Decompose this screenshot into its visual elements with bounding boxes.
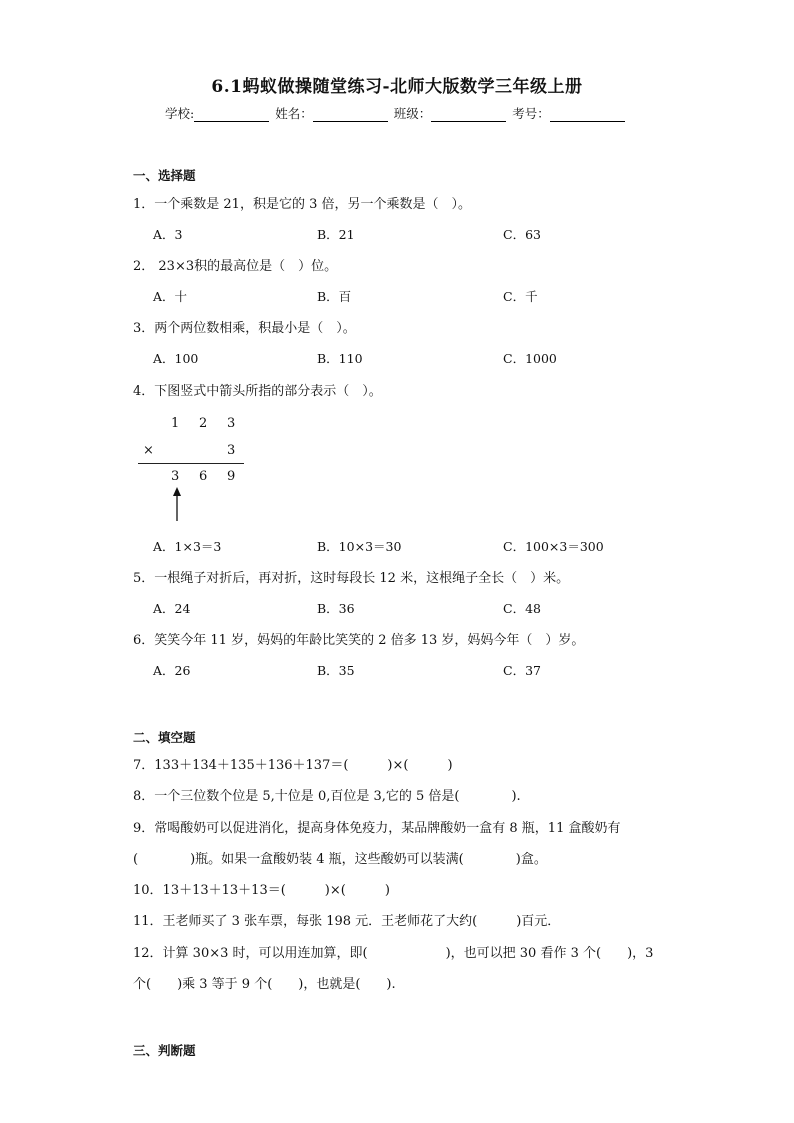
vertical-r1-hundreds: 1 (171, 416, 180, 431)
q2-option-c: C．千 (503, 289, 538, 304)
section-fill-title: 二、填空题 (133, 730, 196, 745)
q6-option-a: A．26 (153, 663, 191, 678)
question-9-line-2: ( )瓶。如果一盒酸奶装 4 瓶，这些酸奶可以装满( )盒。 (133, 852, 547, 867)
q3-option-b: B．110 (317, 351, 363, 366)
q6-option-c: C．37 (503, 663, 541, 678)
exam-no-field[interactable] (550, 108, 625, 122)
page-title: 6.1蚂蚁做操随堂练习-北师大版数学三年级上册 (211, 77, 583, 97)
q4-option-a: A．1×3＝3 (153, 539, 222, 554)
question-1: 1．一个乘数是 21，积是它的 3 倍，另一个乘数是（ ）。 (133, 197, 471, 212)
q4-option-c: C．100×3＝300 (503, 539, 604, 554)
q5-option-c: C．48 (503, 601, 541, 616)
vertical-r3-hundreds: 3 (171, 469, 180, 484)
q2-option-b: B．百 (317, 289, 352, 304)
q1-option-a: A．3 (153, 227, 183, 242)
q3-option-a: A．100 (153, 351, 199, 366)
question-5: 5．一根绳子对折后，再对折，这时每段长 12 米，这根绳子全长（ ）米。 (133, 571, 570, 586)
question-6: 6．笑笑今年 11 岁，妈妈的年龄比笑笑的 2 倍多 13 岁，妈妈今年（ ）岁。 (133, 633, 585, 648)
q4-option-b: B．10×3＝30 (317, 539, 402, 554)
name-label: 姓名： (275, 106, 313, 121)
q6-option-b: B．35 (317, 663, 355, 678)
q1-option-b: B．21 (317, 227, 355, 242)
vertical-r1-tens: 2 (199, 416, 208, 431)
q3-option-c: C．1000 (503, 351, 557, 366)
class-field[interactable] (431, 108, 506, 122)
name-field[interactable] (313, 108, 388, 122)
section-choice-title: 一、选择题 (133, 168, 196, 183)
up-arrow-icon (170, 487, 184, 523)
q2-option-a: A．十 (153, 289, 188, 304)
vertical-times-sign: × (143, 443, 154, 458)
vertical-r3-tens: 6 (199, 469, 208, 484)
school-label: 学校: (165, 106, 195, 121)
question-7: 7．133＋134＋135＋136＋137＝( )×( ) (133, 758, 453, 773)
question-12-line-1: 12．计算 30×3 时，可以用连加算，即( )，也可以把 30 看作 3 个( )，3 (133, 946, 654, 961)
exam-no-label: 考号： (512, 106, 550, 121)
question-4: 4．下图竖式中箭头所指的部分表示（ ）。 (133, 384, 382, 399)
question-10: 10．13＋13＋13＋13＝( )×( ) (133, 883, 390, 898)
vertical-r2-ones: 3 (227, 443, 236, 458)
school-field[interactable] (194, 108, 269, 122)
vertical-divider-line (138, 463, 244, 464)
question-8: 8．一个三位数个位是 5,十位是 0,百位是 3,它的 5 倍是( ). (133, 789, 521, 804)
question-2: 2． 23×3积的最高位是（ ）位。 (133, 259, 338, 274)
section-judge-title: 三、判断题 (133, 1043, 196, 1058)
vertical-r3-ones: 9 (227, 469, 236, 484)
q5-option-b: B．36 (317, 601, 355, 616)
question-9-line-1: 9．常喝酸奶可以促进消化，提高身体免疫力，某品牌酸奶一盒有 8 瓶，11 盒酸奶有 (133, 821, 621, 836)
question-11: 11．王老师买了 3 张车票，每张 198 元．王老师花了大约( )百元． (133, 914, 561, 929)
question-3: 3．两个两位数相乘，积最小是（ ）。 (133, 321, 356, 336)
student-info-row (165, 104, 627, 122)
vertical-r1-ones: 3 (227, 416, 236, 431)
q5-option-a: A．24 (153, 601, 191, 616)
class-label: 班级： (393, 106, 432, 121)
question-12-line-2: 个( )乘 3 等于 9 个( )，也就是( ). (133, 977, 396, 992)
q1-option-c: C．63 (503, 227, 541, 242)
